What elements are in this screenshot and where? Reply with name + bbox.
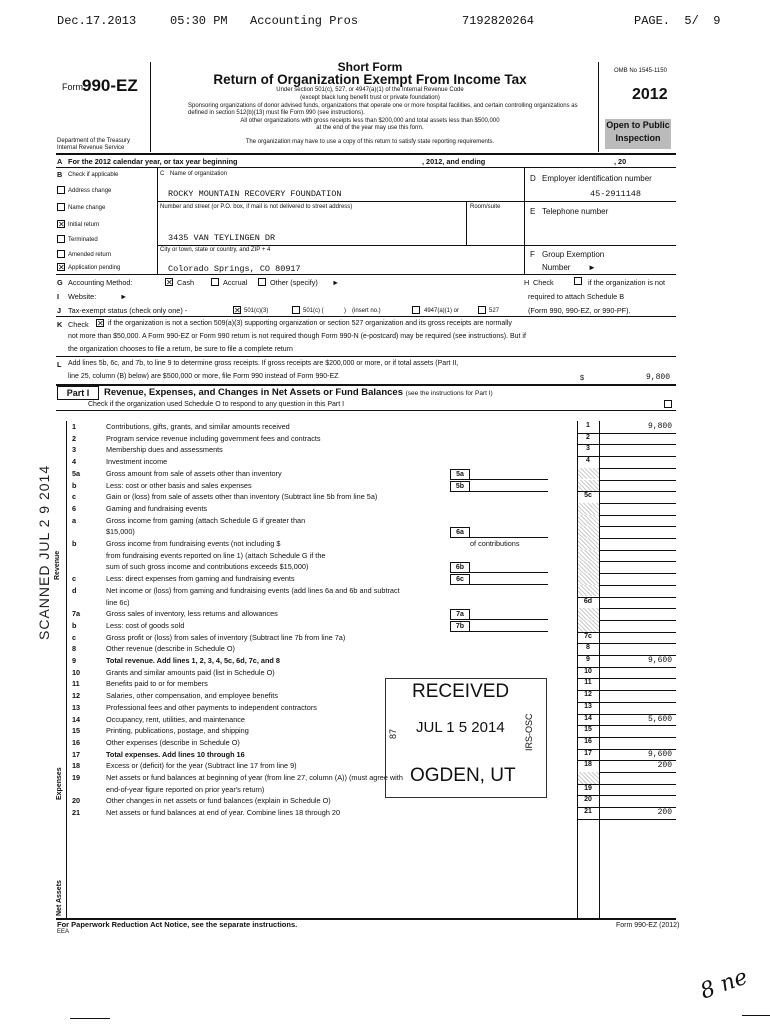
shaded-cell [578, 515, 599, 527]
line-text: Total revenue. Add lines 1, 2, 3, 4, 5c, 6d, 7c, and 8 [106, 656, 280, 665]
line-number: 15 [72, 726, 81, 736]
line-number: 18 [72, 761, 81, 771]
box-number: 16 [584, 737, 592, 745]
shaded-cell [578, 480, 599, 492]
terminated-checkbox[interactable] [57, 235, 65, 243]
box-number: 20 [584, 796, 592, 804]
dept-label: Department of the Treasury [57, 138, 131, 144]
501c-insert-no: (insert no.) [352, 308, 381, 314]
l-label: L [57, 360, 62, 369]
inner-amount-field[interactable] [468, 481, 548, 492]
open-to-public-box [605, 119, 671, 149]
line-number: 10 [72, 667, 81, 677]
received-date: JUL 1 5 2014 [416, 719, 505, 736]
line-number: 20 [72, 796, 81, 806]
name-change-checkbox[interactable] [57, 203, 65, 211]
line-text: Less: cost of goods sold [106, 620, 185, 630]
amended-return-label: Amended return [68, 252, 112, 258]
line-amount[interactable]: 5,600 [647, 714, 672, 724]
box-number: 2 [586, 433, 590, 441]
line-number: 9 [72, 656, 77, 665]
k-line3: the organization chooses to file a return, be sure to file a complete return [68, 346, 293, 353]
fax-sender: Accounting Pros [250, 14, 359, 28]
inner-box-label: 5b [450, 481, 470, 492]
fax-date: Dec.17.2013 [57, 14, 137, 28]
line-text: Occupancy, rent, utilities, and maintenance [106, 714, 245, 724]
scanned-stamp: SCANNED JUL 2 9 2014 [36, 464, 52, 640]
527-label: 527 [489, 308, 500, 314]
h-text3: required to attach Schedule B [528, 292, 625, 301]
group-number-label: Number [542, 263, 571, 272]
k-check-text: Check [68, 320, 89, 329]
box-number: 17 [584, 749, 592, 757]
org-name: ROCKY MOUNTAIN RECOVERY FOUNDATION [168, 189, 342, 199]
inner-amount-field[interactable] [468, 469, 548, 480]
line-text: Other changes in net assets or fund balances (explain in Schedule O) [106, 796, 331, 806]
box-number: 14 [584, 714, 592, 722]
l-dollar: $ [580, 373, 585, 382]
line-number: c [72, 632, 77, 642]
group-number-arrow: ► [588, 263, 596, 272]
schedule-o-check-text: Check if the organization used Schedule O to respond to any question in this Part I [88, 401, 345, 408]
527-checkbox[interactable] [478, 306, 486, 314]
other-method-arrow: ► [332, 278, 340, 287]
line-text: Gross sales of inventory, less returns and allowances [106, 609, 278, 619]
line-text: Contributions, gifts, grants, and similar amounts received [106, 422, 290, 431]
line-number: 5a [72, 468, 81, 478]
box-number: 12 [584, 691, 592, 699]
g-label: G [57, 278, 63, 287]
line-text: Gross amount from sale of assets other than inventory [106, 468, 282, 478]
received-stamp [385, 678, 547, 798]
h-check-text: Check [533, 278, 554, 287]
line-text: Grants and similar amounts paid (list in Schedule O) [106, 667, 275, 677]
box-number: 6d [583, 597, 593, 605]
irs-label: Internal Revenue Service [57, 145, 125, 151]
line-text: Other revenue (describe in Schedule O) [106, 644, 235, 654]
line-amount[interactable]: 200 [657, 761, 672, 771]
application-pending-label: Application pending [68, 265, 121, 271]
line-text: Excess or (deficit) for the year (Subtract line 17 from line 9) [106, 761, 297, 771]
shaded-cell [578, 573, 599, 585]
fax-page: PAGE. 5/ 9 [634, 14, 721, 28]
line-amount[interactable]: 9,600 [647, 749, 672, 759]
schedule-o-checkbox[interactable] [664, 400, 672, 408]
line-text: Gross income from fundraising events (not including $ [106, 539, 281, 548]
k-line2: not more than $50,000. A Form 990-EZ or Form 990 return is not required though Form 990-N (e-postcard) may be required (see instructions). But if [68, 333, 526, 340]
schedule-b-checkbox[interactable] [574, 277, 582, 285]
l-line2: line 25, column (B) below) are $500,000 or more, file Form 990 instead of Form 990-EZ [68, 373, 339, 380]
line-number: 14 [72, 714, 81, 724]
end-of-year-note: at the end of the year may use this form. [316, 125, 424, 131]
line-number: 13 [72, 702, 81, 712]
amended-return-checkbox[interactable] [57, 250, 65, 258]
line-text: Gaming and fundraising events [106, 503, 208, 513]
box-number: 13 [584, 702, 592, 710]
eea-label: EEA [57, 929, 70, 935]
line-text: Less: cost or other basis and sales expenses [106, 480, 252, 490]
form-subtitle: Under section 501(c), 527, or 4947(a)(1) of the Internal Revenue Code [276, 87, 464, 93]
shaded-cell [578, 620, 599, 632]
line-number: c [72, 574, 77, 584]
line-text: Investment income [106, 457, 168, 467]
room-label: Room/suite [470, 204, 501, 210]
group-exemption-label: Group Exemption [542, 250, 605, 259]
accrual-checkbox[interactable] [211, 278, 219, 286]
shaded-cell [578, 526, 599, 538]
part-i-title-text: Revenue, Expenses, and Changes in Net Assets or Fund Balances [104, 387, 403, 398]
4947-label: 4947(a)(1) or [424, 308, 460, 314]
shaded-cell [578, 538, 599, 550]
city-state-zip: Colorado Springs, CO 80917 [168, 264, 301, 274]
line-number: 7a [72, 609, 81, 619]
website-arrow: ► [120, 292, 128, 301]
website-label: Website: [68, 292, 97, 301]
line-number: b [72, 480, 77, 490]
revenue-side-label: Revenue [54, 550, 61, 580]
address-change-checkbox[interactable] [57, 186, 65, 194]
box-number: 8 [586, 644, 590, 652]
line-text: from fundraising events reported on line 1) (attach Schedule G if the [106, 550, 326, 560]
501c-checkbox[interactable] [292, 306, 300, 314]
terminated-label: Terminated [68, 237, 98, 243]
line-number: 6 [72, 503, 77, 513]
line-text: Net income or (loss) from gaming and fundraising events (add lines 6a and 6b and subtract [106, 585, 400, 595]
line-number: d [72, 585, 77, 595]
line-number: a [72, 515, 77, 525]
e-label: E [530, 207, 536, 216]
line-text: Net assets or fund balances at beginning of year (from line 27, column (A)) (must agree with [106, 773, 403, 782]
city-label: City or town, state or country, and ZIP + 4 [160, 247, 271, 253]
initial-return-checkbox[interactable]: ✕ [58, 220, 65, 229]
line-text: line 6c) [106, 597, 130, 607]
inner-box-label: 6a [450, 527, 470, 538]
sponsor-note: Sponsoring organizations of donor advised funds, organizations that operate one or more hospital facilities, and certain controlling organizations as defined in section 512(b)(13) must file Form 990 (see instructions). [188, 103, 578, 116]
line-text: Gross profit or (loss) from sales of inventory (Subtract line 7b from line 7a) [106, 632, 346, 642]
line-number: 17 [72, 749, 81, 759]
shaded-cell [578, 550, 599, 562]
h-text4: (Form 990, 990-EZ, or 990-PF). [528, 306, 631, 315]
paperwork-notice: For Paperwork Reduction Act Notice, see the separate instructions. [57, 920, 298, 929]
line-amount[interactable]: 200 [657, 808, 672, 818]
copy-note: The organization may have to use a copy of this return to satisfy state reporting requirements. [245, 139, 495, 145]
line-text: Professional fees and other payments to independent contractors [106, 702, 317, 712]
j-label: J [57, 306, 62, 315]
line-number: 12 [72, 691, 81, 701]
form-title: Return of Organization Exempt From Income Tax [213, 72, 527, 87]
c-label: C [160, 171, 165, 177]
short-form: Short Form [337, 60, 403, 74]
box-number: 15 [584, 726, 592, 734]
street-address: 3435 VAN TEYLINGEN DR [168, 233, 276, 243]
part-i-title-note: (see the instructions for Part I) [405, 390, 493, 397]
accrual-label: Accrual [223, 278, 248, 287]
net-assets-side-label: Net Assets [56, 880, 63, 916]
telephone-label: Telephone number [542, 207, 609, 216]
inspection-label: Inspection [615, 133, 661, 143]
street-label: Number and street (or P.O. box, if mail is not delivered to street address) [160, 204, 353, 210]
box-number: 3 [586, 445, 590, 453]
box-number: 10 [584, 667, 592, 675]
b-prefix: B [57, 170, 63, 179]
k-line1: if the organization is not a section 509(a)(3) supporting organization or section 527 organization and its gross receipts are normally [108, 320, 512, 327]
line-text: Other expenses (describe in Schedule O) [106, 737, 240, 747]
line-text: end-of-year figure reported on prior year's return) [106, 784, 265, 794]
shaded-cell [578, 503, 599, 515]
part-i-title [104, 387, 493, 398]
line-number: c [72, 492, 77, 502]
line-a-text: For the 2012 calendar year, or tax year beginning [68, 157, 238, 166]
line-text-b: of contributions [470, 539, 520, 548]
shaded-cell [578, 468, 599, 480]
inner-amount-field[interactable] [468, 562, 548, 573]
accounting-method-label: Accounting Method: [68, 278, 133, 287]
inner-box-label: 7a [450, 609, 470, 620]
4947-checkbox[interactable] [412, 306, 420, 314]
k-label: K [57, 320, 63, 329]
shaded-cell [578, 608, 599, 620]
line-number: 16 [72, 737, 81, 747]
box-number: 21 [584, 808, 592, 816]
line-text: Gross income from gaming (attach Schedule G if greater than [106, 515, 306, 525]
line-text: Total expenses. Add lines 10 through 16 [106, 749, 245, 759]
line-number: 8 [72, 644, 77, 654]
line-text: $15,000) [106, 527, 135, 537]
check-if-applicable: Check if applicable [68, 172, 119, 178]
l-line1: Add lines 5b, 6c, and 7b, to line 9 to determine gross receipts. If gross receipts are $200,000 or more, or if total assets (Part II, [68, 360, 459, 367]
cash-checkbox[interactable]: ✕ [166, 278, 173, 287]
form-label: Form [62, 82, 83, 92]
501c3-label: 501(c)(3) [244, 308, 269, 314]
line-number: 3 [72, 445, 77, 455]
box-number: 11 [584, 679, 592, 687]
ein-label: Employer identification number [542, 174, 652, 183]
fax-phone: 7192820264 [462, 14, 535, 28]
i-label: I [57, 292, 60, 301]
box-number: 7c [584, 632, 592, 640]
open-public-label: Open to Public [606, 120, 670, 130]
box-number: 19 [584, 784, 592, 792]
inner-box-label: 6c [450, 574, 470, 585]
k-checkbox[interactable]: ✕ [97, 319, 104, 328]
name-change-label: Name change [68, 205, 106, 211]
box-number: 5c [584, 492, 592, 500]
shaded-cell [578, 561, 599, 573]
h-label: H [524, 278, 530, 287]
box-number: 4 [586, 457, 590, 465]
initial-return-label: Initial return [68, 222, 100, 228]
received-text: RECEIVED [412, 681, 510, 702]
other-method-checkbox[interactable] [258, 278, 266, 286]
line-text: Net assets or fund balances at end of year. Combine lines 18 through 20 [106, 808, 341, 818]
other-method-label: Other (specify) [270, 278, 318, 287]
line-text: Membership dues and assessments [106, 445, 223, 455]
inner-amount-field[interactable] [468, 574, 548, 585]
line-text: Benefits paid to or for members [106, 679, 208, 689]
line-number: 19 [72, 773, 81, 782]
line-number: 21 [72, 808, 81, 818]
line-number: 2 [72, 433, 77, 443]
line-amount[interactable]: 9,800 [647, 422, 672, 431]
cash-label: Cash [177, 278, 195, 287]
line-text: sum of such gross income and contributions exceeds $15,000) [106, 562, 309, 572]
row-divider [577, 819, 676, 820]
501c-label: 501(c) ( [303, 308, 324, 314]
h-text2: if the organization is not [588, 278, 666, 287]
tax-exempt-label: Tax-exempt status (check only one) - [68, 306, 188, 315]
inner-box-label: 6b [450, 562, 470, 573]
fax-time: 05:30 PM [170, 14, 228, 28]
line-text: Gain or (loss) from sale of assets other than inventory (Subtract line 5b from line 5a) [106, 492, 378, 502]
form-number: 990-EZ [82, 76, 138, 95]
inner-amount-field[interactable] [468, 621, 548, 632]
501c-close: ) [344, 308, 346, 314]
form-footer-right: Form 990-EZ (2012) [616, 922, 680, 929]
line-number: 4 [72, 457, 77, 467]
expenses-side-label: Expenses [56, 767, 63, 800]
box-number: 1 [586, 422, 590, 429]
application-pending-checkbox[interactable]: ✕ [58, 263, 65, 272]
omb-number: OMB No 1545-1150 [614, 68, 667, 74]
line-text: Salaries, other compensation, and employee benefits [106, 691, 278, 701]
line-number: 1 [72, 422, 77, 431]
inner-amount-field[interactable] [468, 527, 548, 538]
line-a-label: A [57, 157, 63, 166]
form-subtitle2: (except black lung benefit trust or private foundation) [300, 95, 440, 101]
line-number: b [72, 539, 77, 548]
f-label: F [530, 250, 535, 259]
inner-amount-field[interactable] [468, 609, 548, 620]
gross-receipts: 9,800 [645, 373, 670, 382]
line-text: Program service revenue including government fees and contracts [106, 433, 321, 443]
line-amount[interactable]: 9,600 [647, 656, 672, 665]
line-text: Less: direct expenses from gaming and fundraising events [106, 574, 295, 584]
box-number: 9 [586, 656, 590, 663]
tax-year: 2012 [632, 86, 668, 103]
501c3-checkbox[interactable]: ✕ [234, 306, 241, 315]
line-number: 11 [72, 679, 80, 689]
line-text: Printing, publications, postage, and shipping [106, 726, 249, 736]
all-other-note: All other organizations with gross receipts less than $200,000 and total assets less than $500,000 [240, 118, 500, 124]
inner-box-label: 5a [450, 469, 470, 480]
ein-value: 45-2911148 [590, 189, 642, 199]
address-change-label: Address change [68, 188, 112, 194]
line-number: b [72, 620, 77, 630]
org-name-label: Name of organization [170, 171, 228, 177]
line-a-mid: , 2012, and ending [422, 157, 486, 166]
shaded-cell [578, 772, 599, 784]
line-a-end: , 20 [614, 157, 627, 166]
box-number: 18 [584, 761, 592, 769]
inner-box-label: 7b [450, 621, 470, 632]
part-i-label: Part I [57, 386, 99, 400]
irs-osc-text: IRS-OSC [524, 713, 534, 751]
handwritten-initials: 8 ne [697, 964, 752, 1005]
d-label: D [530, 174, 536, 183]
ogden-text: OGDEN, UT [410, 765, 516, 786]
shaded-cell [578, 585, 599, 597]
stamp-side-number: 87 [388, 728, 398, 739]
